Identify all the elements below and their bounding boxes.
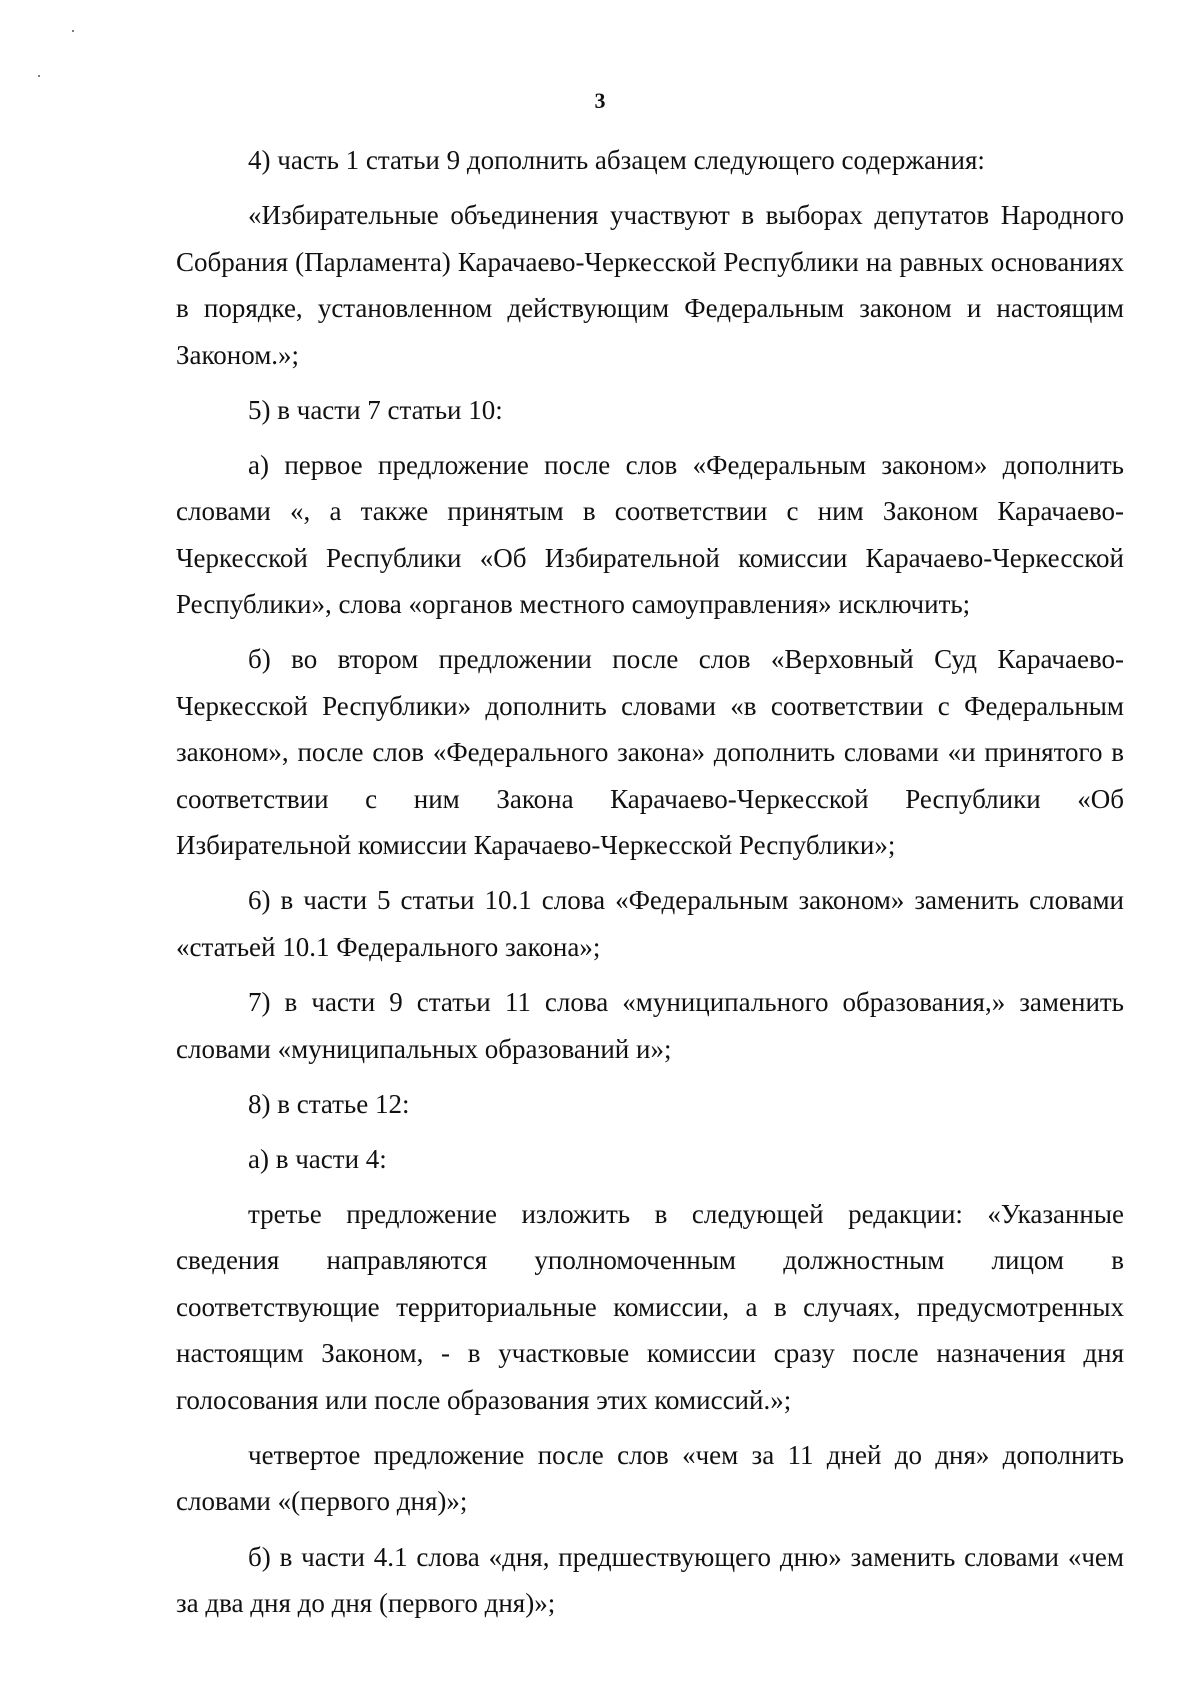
paragraph-item-6: 6) в части 5 статьи 10.1 слова «Федеральным законом» заменить словами «статьей 10.1 Федерального закона»; xyxy=(176,885,1124,962)
paragraph-item-5: 5) в части 7 статьи 10: xyxy=(248,394,503,425)
paragraph-fourth-sentence: четвертое предложение после слов «чем за 11 дней до дня» дополнить словами «(первого дня)»; xyxy=(176,1439,1124,1517)
paragraph-quote-electoral-associations: «Избирательные объединения участвуют в выборах депутатов Народного Собрания (Парламента) Карачаево-Черкесской Республики на равных основаниях в порядке, установленном действующим Федеральным законом и настоящим Законом.»; xyxy=(176,200,1124,370)
paragraph-item-8: 8) в статье 12: xyxy=(248,1088,410,1119)
paragraph-item-7: 7) в части 9 статьи 11 слова «муниципального образования,» заменить словами «муниципальных образований и»; xyxy=(176,987,1124,1064)
paragraph-item-8a: а) в части 4: xyxy=(248,1143,387,1174)
paragraph-item-8b: б) в части 4.1 слова «дня, предшествующего дню» заменить словами «чем за два дня до дня (первого дня)»; xyxy=(176,1541,1124,1619)
scan-speck xyxy=(38,75,40,77)
scan-speck xyxy=(72,30,74,32)
document-body xyxy=(176,137,1124,1635)
paragraph-item-5a: а) первое предложение после слов «Федеральным законом» дополнить словами «, а также принятым в соответствии с ним Законом Карачаево-Черкесской Республики «Об Избирательной комиссии Карачаево-Черкесской Республики», слова «органов местного самоуправления» исключить; xyxy=(176,449,1124,620)
page-number: 3 xyxy=(594,88,606,113)
paragraph-third-sentence: третье предложение изложить в следующей редакции: «Указанные сведения направляются уполномоченным должностным лицом в соответствующие территориальные комиссии, а в случаях, предусмотренных настоящим Законом, - в участковые комиссии сразу после назначения дня голосования или после образования этих комиссий.»; xyxy=(176,1198,1124,1415)
paragraph-item-5b: б) во втором предложении после слов «Верховный Суд Карачаево-Черкесской Республики» дополнить словами «в соответствии с Федеральным законом», после слов «Федерального закона» дополнить словами «и принятого в соответствии с ним Закона Карачаево-Черкесской Республики «Об Избирательной комиссии Карачаево-Черкесской Республики»; xyxy=(176,644,1124,861)
paragraph-item-4: 4) часть 1 статьи 9 дополнить абзацем следующего содержания: xyxy=(248,145,985,175)
